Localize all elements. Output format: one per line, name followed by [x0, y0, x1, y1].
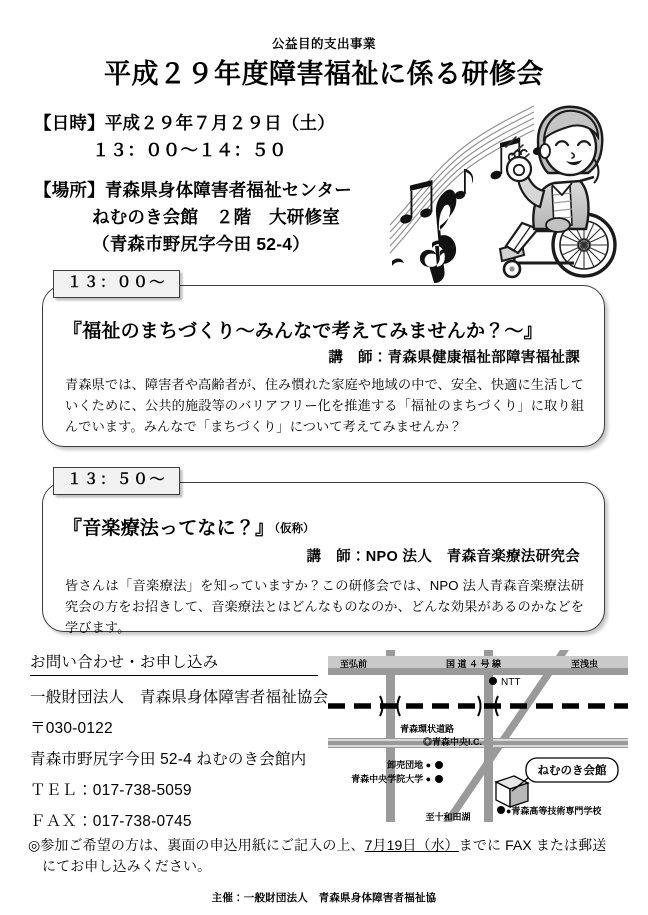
session-2-body: 皆さんは「音楽療法」を知っていますか？この研修会では、NPO 法人青森音楽療法研究会の方をお招きして、音楽療法とはどんなものなのか、どんな効果があるのかなどを学びます。 [65, 578, 584, 635]
event-info-block [34, 110, 414, 258]
map-label-university: 青森中央学院大学 ● [351, 774, 431, 784]
contact-tel: ＴＥＬ：017-738-5059 [30, 782, 192, 799]
datetime-value-1: 平成２９年７月２９日（土） [104, 113, 335, 133]
map-marker-university [435, 775, 443, 783]
venue-value-1: 青森県身体障害者福祉センター [104, 180, 352, 200]
session-1-title-text: 『福祉のまちづくり～みんなで考えてみませんか？～』 [63, 321, 543, 342]
info-spacer [34, 164, 414, 177]
footer-organizer: 主催：一般財団法人 青森県身体障害者福祉協 [211, 892, 437, 904]
eyebrow-text: 公益目的支出事業 [271, 37, 376, 51]
note-text-a: ◎参加ご希望の方は、裏面の申込用紙にご記入の上、 [28, 837, 365, 853]
map-label-to-towada: 至十和田湖 [425, 812, 471, 822]
contact-postal-code: 〒030-0122 [30, 720, 113, 737]
contact-fax: ＦＡＸ：017-738-0745 [30, 813, 192, 830]
session-card-2 [42, 471, 605, 635]
session-card-1 [42, 274, 605, 447]
session-2-title-text: 『音楽療法ってなに？』 [63, 518, 275, 539]
map-label-ring-road: 青森環状道路 [400, 724, 455, 734]
map-label-ntt: NTT [501, 677, 521, 688]
note-text-b: までに FAX または郵送 [458, 837, 607, 853]
session-1-title [63, 316, 543, 343]
datetime-value-2: １３：００～１４：５０ [92, 140, 287, 160]
session-2-speaker: 講 師：NPO 法人 青森音楽療法研究会 [306, 549, 580, 565]
map-road-vertical-left [386, 650, 395, 822]
session-1-time-badge: １３：００～ [53, 270, 180, 298]
session-1-speaker: 講 師：青森県健康福祉部障害福祉課 [328, 350, 580, 366]
contact-block [30, 650, 329, 840]
datetime-label: 【日時】 [34, 113, 105, 133]
map-label-nemunoki: ねむのき会館 [537, 765, 607, 777]
venue-value-2: ねむのき会館 ２階 大研修室 [92, 207, 340, 227]
note-deadline: 7月19日（水） [364, 837, 459, 853]
venue-row-3 [34, 231, 414, 258]
map-building-nemunoki [496, 776, 528, 807]
map-label-ic: ◎青森中央I.C. [423, 737, 483, 747]
map-road-route4 [328, 668, 628, 675]
map-marker-tech-school [497, 806, 505, 814]
note-line-2: にてお申し込みください。 [42, 858, 212, 874]
map-label-wholesale: 卸売団地 ● [387, 760, 431, 770]
datetime-row [34, 110, 414, 137]
session-1-body: 青森県では、障害者や高齢者が、住み慣れた家庭や地域の中で、安全、快適に生活していくために、公共的施設等のバリアフリー化を推進する「福祉のまちづくり」に取り組んでいます。みんなで「まちづくり」について考えてみませんか？ [65, 377, 584, 434]
map-marker-ntt [489, 677, 497, 685]
session-2-title-note: （仮称） [274, 523, 315, 535]
map-label-to-asamushi: 至浅虫 [571, 659, 599, 669]
map-label-route4: 国 道 ４ 号 線 [446, 659, 502, 669]
application-note [28, 835, 626, 877]
contact-heading: お問い合わせ・お申し込み [30, 650, 318, 676]
contact-organization: 一般財団法人 青森県身体障害者福祉協会 [30, 689, 329, 706]
contact-address: 青森市野尻字今田 52-4 ねむのき会館内 [30, 751, 307, 768]
session-2-title [63, 513, 314, 540]
venue-row-2 [34, 204, 414, 231]
map-label-tech-school: ●青森高等技術専門学校 [506, 806, 602, 816]
session-2-time-badge: １３：５０～ [53, 467, 180, 495]
datetime-row-2 [34, 137, 414, 164]
map-label-to-hirosaki: 至弘前 [340, 659, 368, 669]
access-map [328, 650, 628, 822]
wheelchair-music-illustration [388, 103, 640, 283]
map-marker-wholesale [435, 761, 443, 769]
venue-value-3: （青森市野尻字今田 52-4） [92, 234, 310, 254]
venue-row [34, 177, 414, 204]
venue-label: 【場所】 [34, 180, 105, 200]
page-title: 平成２９年度障害福祉に係る研修会 [104, 59, 544, 89]
